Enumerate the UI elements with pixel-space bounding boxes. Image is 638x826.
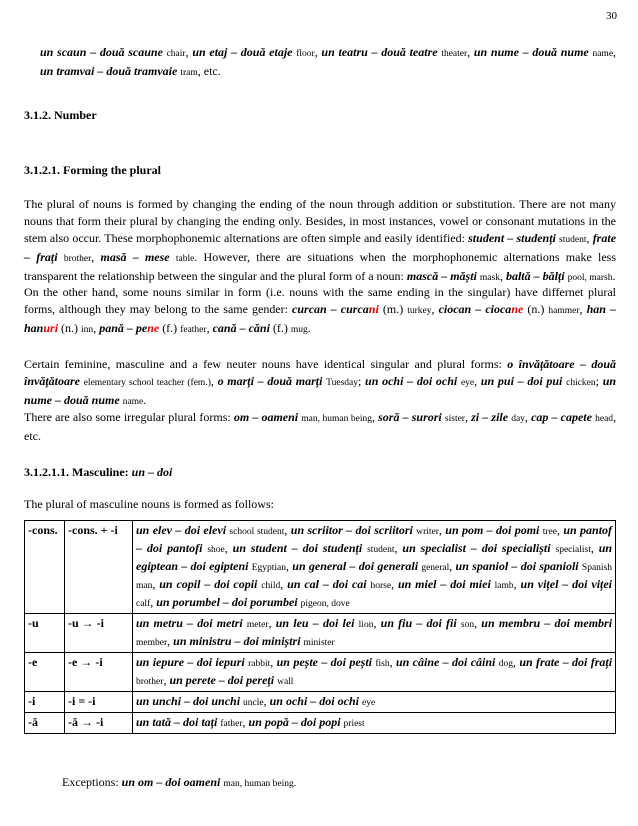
table-gloss: shoe xyxy=(207,545,225,555)
gloss: chicken xyxy=(566,378,596,388)
table-gloss: horse xyxy=(370,581,392,591)
text: . xyxy=(143,393,147,407)
text: . However, there are situations when the morphophonemic alternations make less transparent the relationship between the singular and the plural form of a noun: xyxy=(24,250,617,283)
example: cap – capete xyxy=(531,410,592,424)
table-example: un spaniol – doi spanioli xyxy=(455,559,579,573)
gender: (n.) xyxy=(58,321,82,335)
gloss: mask xyxy=(479,273,500,283)
table-example: un popă – doi popi xyxy=(248,715,341,729)
table-example: un student – doi studenți xyxy=(232,541,363,555)
example: soră – surori xyxy=(378,410,442,424)
example: om – oameni xyxy=(233,410,299,424)
example: cană – căni xyxy=(212,321,270,335)
singular-ending-cell: -i xyxy=(25,692,65,713)
heading-masculine xyxy=(24,465,172,480)
table-gloss: priest xyxy=(343,719,365,729)
intro-gloss: floor xyxy=(296,49,315,59)
example: frate – frați xyxy=(24,231,617,264)
gender: (f.) xyxy=(159,321,181,335)
examples-cell: un elev – doi elevi school student, un scriitor – doi scriitori writer, un pom – doi pomi tree, un pantof – doi pantofi shoe, un student – doi studenți student, un specialist – doi specialiști specialist, un egiptean – doi egipteni Egyptian, un general – doi generali general, un spaniol – doi spanioli Spanish man, un copil – doi copii child, un cal – doi cai horse, un miel – doi miei lamb, un vițel – doi viței calf, un porumbel – doi porumbei pigeon, dove xyxy=(133,521,616,614)
table-example: un fiu – doi fii xyxy=(380,616,457,630)
plural-rule-cell: -cons. + -i xyxy=(65,521,133,614)
paragraph-masculine-intro: The plural of masculine nouns is formed as follows: xyxy=(24,497,274,511)
examples-cell: un tată – doi tați father, un popă – doi popi priest xyxy=(133,713,616,734)
gloss: elementary school teacher (fem.) xyxy=(83,378,211,388)
example: curcan – curca xyxy=(292,302,369,316)
exceptions-example: un om – doi oameni xyxy=(121,775,221,789)
table-example: un miel – doi miei xyxy=(397,577,491,591)
singular-ending-cell: -cons. xyxy=(25,521,65,614)
gender: (m.) xyxy=(378,302,408,316)
gloss: sister xyxy=(444,414,465,424)
masculine-plural-table xyxy=(24,520,616,734)
text: . xyxy=(307,321,311,335)
gloss: name xyxy=(122,397,144,407)
text: There are also some irregular plural forms: xyxy=(24,410,234,424)
table-row xyxy=(25,521,616,614)
example: masă – mese xyxy=(100,250,170,264)
table-row xyxy=(25,653,616,692)
table-gloss: wall xyxy=(277,677,294,687)
gloss: feather xyxy=(180,325,207,335)
gender: (f.) xyxy=(269,321,291,335)
plural-rule-cell: -i = -i xyxy=(65,692,133,713)
table-gloss: pigeon, dove xyxy=(300,599,350,609)
gloss: inn xyxy=(81,325,94,335)
plural-rule-cell: -ă → -i xyxy=(65,713,133,734)
gloss: day xyxy=(511,414,525,424)
example-ending: uri xyxy=(43,321,59,335)
table-row xyxy=(25,692,616,713)
examples-cell: un iepure – doi iepuri rabbit, un pește – doi pești fish, un câine – doi câini dog, un frate – doi frați brother, un perete – doi pereți wall xyxy=(133,653,616,692)
exceptions-line xyxy=(62,774,602,793)
table-gloss: rabbit xyxy=(248,659,271,669)
table-gloss: fish xyxy=(375,659,390,669)
table-example: un unchi – doi unchi xyxy=(136,694,241,708)
table-gloss: dog xyxy=(498,659,513,669)
gloss: brother xyxy=(63,254,92,264)
text: . xyxy=(612,269,616,283)
table-example: un elev – doi elevi xyxy=(136,523,227,537)
intro-gloss: theater xyxy=(441,49,468,59)
gloss: pool, marsh xyxy=(567,273,613,283)
text: On the other hand, some nouns similar in form (i.e. nouns with the same ending in the singular) have differnet plural forms, although they may belong to the same gender: xyxy=(24,285,616,316)
intro-example: un scaun – două scaune xyxy=(40,45,163,59)
heading-number: 3.1.2. Number xyxy=(24,108,97,122)
example-ending: ne xyxy=(511,302,524,316)
singular-ending-cell: -ă xyxy=(25,713,65,734)
intro-example: un nume – două nume xyxy=(473,45,589,59)
example-ending: ni xyxy=(368,302,379,316)
table-example: un pantof – doi pantofi xyxy=(136,523,613,555)
table-example: un frate – doi frați xyxy=(519,655,613,669)
example: student – studenți xyxy=(468,231,556,245)
intro-examples xyxy=(40,44,616,82)
example: zi – zile xyxy=(471,410,509,424)
table-gloss: Spanish man xyxy=(136,563,612,591)
table-example: un pește – doi pești xyxy=(276,655,373,669)
gloss: eye xyxy=(460,378,475,388)
table-example: un scriitor – doi scriitori xyxy=(290,523,413,537)
singular-ending-cell: -e xyxy=(25,653,65,692)
table-example: un ministru – doi miniștri xyxy=(173,634,301,648)
table-example: un membru – doi membri xyxy=(481,616,613,630)
table-gloss: lamb xyxy=(494,581,514,591)
gloss: student xyxy=(559,235,587,245)
gloss: mug xyxy=(290,325,308,335)
table-gloss: eye xyxy=(361,698,376,708)
example: han – han xyxy=(24,302,616,335)
table-gloss: calf xyxy=(136,599,151,609)
table-body xyxy=(25,521,616,734)
intro-example: un teatru – două teatre xyxy=(321,45,438,59)
table-example: un metru – doi metri xyxy=(136,616,243,630)
heading-forming-plural: 3.1.2.1. Forming the plural xyxy=(24,163,161,177)
text: etc. xyxy=(24,429,41,443)
table-example: un leu – doi lei xyxy=(275,616,355,630)
gloss: table xyxy=(175,254,195,264)
table-example: un egiptean – doi egipteni xyxy=(136,541,613,573)
table-row xyxy=(25,713,616,734)
example: pană – pe xyxy=(99,321,148,335)
table-example: un general – doi generali xyxy=(292,559,419,573)
example: o învățătoare – două învățătoare xyxy=(24,357,617,388)
paragraph-irregular-plurals: There are also some irregular plural forms: om – oameni man, human being, soră – surori sister, zi – zile day, cap – capete head, etc. xyxy=(24,410,617,443)
singular-ending-cell: -u xyxy=(25,614,65,653)
gloss: hammer xyxy=(548,306,580,316)
paragraph-identical-forms: Certain feminine, masculine and a few neuter nouns have identical singular and plural forms: o învățătoare – două învățătoare elementary school teacher (fem.), o marți – două marți Tuesday; un ochi – doi ochi eye, un pui – doi pui chicken; un nume – două nume name. xyxy=(24,357,617,407)
example: un pui – doi pui xyxy=(480,374,563,388)
table-gloss: tree xyxy=(542,527,557,537)
examples-cell: un metru – doi metri meter, un leu – doi lei lion, un fiu – doi fii son, un membru – doi membri member, un ministru – doi miniștri minister xyxy=(133,614,616,653)
table-example: un tată – doi tați xyxy=(136,715,218,729)
gloss: Tuesday xyxy=(326,378,358,388)
example: o marți – două marți xyxy=(217,374,323,388)
paragraph-plural-formation: The plural of nouns is formed by changing the ending of the noun through addition or substitution. There are not many nouns that form their plural by changing the ending only. Besides, in most instances, vowel or consonant mutations in the stem also occur. These morphophonemic alternations are often simple and easily identified: student – studenți student, frate – frați brother, masă – mese table. However, there are situations when the morphophonemic alternations make less transparent the relationship between the singular and the plural form of a noun: mască – măști mask, baltă – bălți pool, marsh. xyxy=(24,197,617,283)
table-example: un perete – doi pereți xyxy=(169,673,275,687)
table-gloss: general xyxy=(421,563,450,573)
table-example: un cal – doi cai xyxy=(287,577,367,591)
table-gloss: father xyxy=(220,719,243,729)
examples-cell: un unchi – doi unchi uncle, un ochi – doi ochi eye xyxy=(133,692,616,713)
example: ciocan – cioca xyxy=(438,302,512,316)
table-gloss: writer xyxy=(416,527,439,537)
intro-gloss: name xyxy=(592,49,614,59)
table-gloss: son xyxy=(460,620,475,630)
table-gloss: Egyptian xyxy=(251,563,287,573)
table-gloss: minister xyxy=(303,638,335,648)
table-example: un copil – doi copii xyxy=(159,577,258,591)
example-ending: ne xyxy=(147,321,160,335)
text: Certain feminine, masculine and a few neuter nouns have identical singular and plural forms: xyxy=(24,357,508,371)
page-number: 30 xyxy=(606,10,617,22)
table-example: un porumbel – doi porumbei xyxy=(156,595,298,609)
table-example: un ochi – doi ochi xyxy=(269,694,359,708)
heading-text: 3.1.2.1.1. Masculine: xyxy=(24,465,132,479)
exceptions-label: Exceptions: xyxy=(62,775,122,789)
table-gloss: brother xyxy=(136,677,164,687)
table-gloss: meter xyxy=(246,620,269,630)
example: un nume – două nume xyxy=(24,374,617,407)
example: un ochi – doi ochi xyxy=(365,374,458,388)
plural-rule-cell: -u → -i xyxy=(65,614,133,653)
table-gloss: lion xyxy=(358,620,374,630)
table-gloss: child xyxy=(261,581,281,591)
example: baltă – bălți xyxy=(505,269,565,283)
text: The plural of nouns is formed by changing the ending of the noun through addition or substitution. There are not many nouns that form their plural by changing the ending only. Besides, in most instances, vowel or consonant mutations in the stem also occur. These morphophonemic alternations are often simple and easily identified: xyxy=(24,197,616,245)
gloss: head xyxy=(595,414,614,424)
intro-gloss: chair xyxy=(166,49,186,59)
example: mască – măști xyxy=(406,269,477,283)
exceptions-gloss: man, human being. xyxy=(223,779,297,789)
table-example: un specialist – doi specialiști xyxy=(402,541,551,555)
table-gloss: uncle xyxy=(243,698,264,708)
heading-example: un – doi xyxy=(131,465,173,479)
gloss: man, human being xyxy=(301,414,372,424)
table-gloss: member xyxy=(136,638,168,648)
gloss: turkey xyxy=(407,306,432,316)
intro-example: un tramvai – două tramvaie xyxy=(40,64,178,78)
table-gloss: school student xyxy=(229,527,285,537)
gender: (n.) xyxy=(523,302,549,316)
table-example: un iepure – doi iepuri xyxy=(136,655,245,669)
paragraph-different-plurals: On the other hand, some nouns similar in form (i.e. nouns with the same ending in the singular) have differnet plural forms, although they may belong to the same gender: curcan – curcani (m.) turkey, ciocan – ciocane (n.) hammer, han – hanuri (n.) inn, pană – pene (f.) feather, cană – căni (f.) mug. xyxy=(24,285,616,335)
intro-example-list: un scaun – două scaune chair, un etaj – două etaje floor, un teatru – două teatre theater, un nume – două nume name, un tramvai – două tramvaie tram, xyxy=(40,45,617,78)
table-example: un vițel – doi viței xyxy=(520,577,613,591)
intro-gloss: tram xyxy=(180,68,198,78)
table-gloss: specialist xyxy=(555,545,591,555)
table-gloss: student xyxy=(367,545,395,555)
table-row xyxy=(25,614,616,653)
intro-etc: etc. xyxy=(203,64,221,78)
plural-rule-cell: -e → -i xyxy=(65,653,133,692)
table-example: un pom – doi pomi xyxy=(445,523,540,537)
intro-example: un etaj – două etaje xyxy=(192,45,293,59)
table-example: un câine – doi câini xyxy=(395,655,496,669)
